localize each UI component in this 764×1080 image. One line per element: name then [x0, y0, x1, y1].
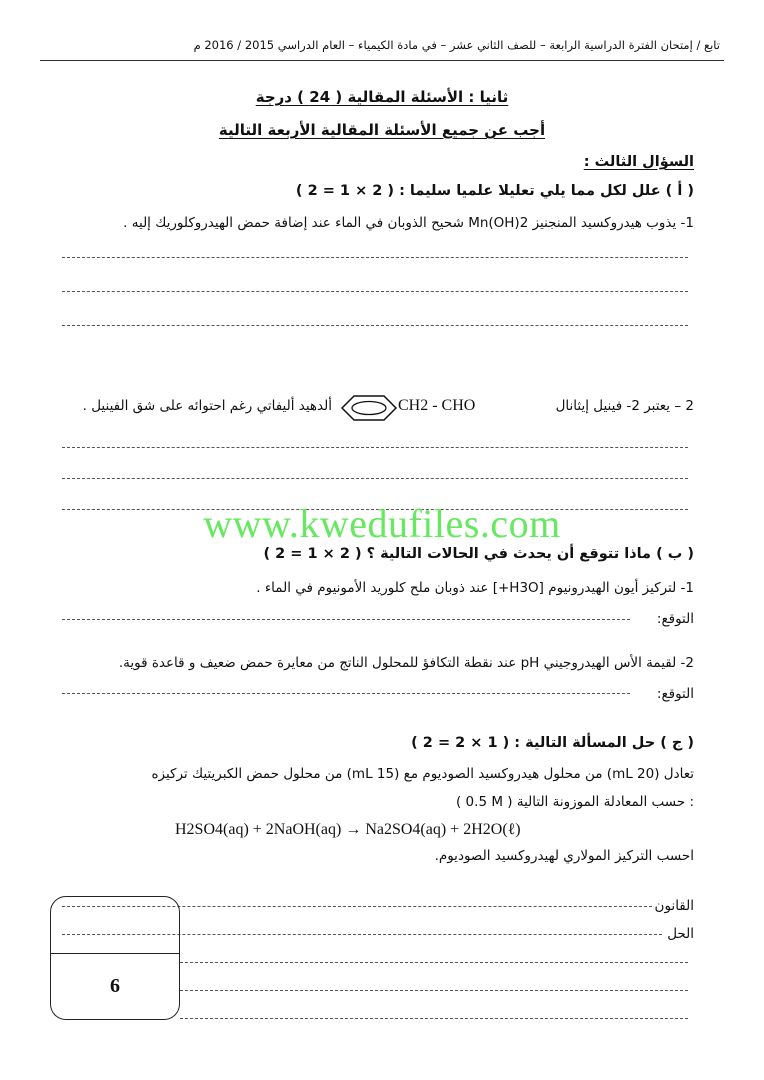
- part-c-line2: ( 0.5 M ) حسب المعادلة الموزونة التالية :: [456, 794, 694, 810]
- part-a-q1: 1- يذوب هيدروكسيد المنجنيز Mn(OH)2 شحيح الذوبان في الماء عند إضافة حمض الهيدروكلوريك إليه .: [123, 215, 694, 231]
- answer-line: [62, 478, 688, 479]
- benzene-ring-icon: [334, 393, 400, 423]
- part-a-title: ( أ ) علل لكل مما يلي تعليلا علميا سليما : ( 2 × 1 = 2 ): [295, 183, 694, 199]
- answer-line: [180, 1018, 688, 1019]
- part-c-line3: احسب التركيز المولاري لهيدروكسيد الصوديوم.: [434, 848, 694, 864]
- part-c-line1: تعادل (20 mL) من محلول هيدروكسيد الصوديوم مع (15 mL) من محلول حمض الكبريتيك تركيزه: [151, 766, 694, 782]
- score-box: [50, 896, 180, 1020]
- part-c-title: ( ج ) حل المسألة التالية : ( 1 × 2 = 2 ): [411, 735, 694, 751]
- header-rule: [40, 60, 724, 61]
- score-box-divider: [51, 953, 179, 954]
- part-a-q2-text: 2 – يعتبر 2- فينيل إيثانال: [555, 398, 694, 414]
- answer-line: [62, 693, 630, 694]
- instruction: أجب عن جميع الأسئلة المقالية الأربعة التالية: [218, 121, 546, 139]
- answer-line: [62, 257, 688, 258]
- answer-label-2: التوقع:: [656, 686, 694, 702]
- page-number: 6: [110, 975, 120, 997]
- part-b-title: ( ب ) ماذا تتوقع أن يحدث في الحالات التالية ؟ ( 2 × 1 = 2 ): [263, 546, 694, 562]
- part-b-q2: 2- لقيمة الأس الهيدروجيني pH عند نقطة التكافؤ للمحلول الناتج من معايرة حمض ضعيف و قاعدة قوية.: [118, 655, 694, 671]
- part-b-q1: 1- لتركيز أيون الهيدرونيوم [H3O+] عند ذوبان ملح كلوريد الأمونيوم في الماء .: [256, 580, 694, 596]
- section-title: ثانيا : الأسئلة المقالية ( 24 ) درجة: [255, 88, 509, 106]
- answer-line: [180, 990, 688, 991]
- answer-line: [62, 325, 688, 326]
- watermark: www.kwedufiles.com: [203, 501, 561, 546]
- answer-line: [62, 291, 688, 292]
- answer-line: [62, 619, 630, 620]
- q2-formula: CH2 - CHO: [398, 397, 476, 414]
- part-a-q2-rest: ألدهيد أليفاتي رغم احتوائه على شق الفينيل .: [82, 398, 332, 414]
- exam-header: تابع / إمتحان الفترة الدراسية الرابعة – للصف الثاني عشر – في مادة الكيمياء – العام الدراسي 2015 / 2016 م: [193, 38, 720, 52]
- question-title: السؤال الثالث :: [583, 154, 694, 170]
- chemical-equation: H2SO4(aq) + 2NaOH(aq) → Na2SO4(aq) + 2H2O(ℓ): [175, 821, 521, 838]
- answer-label-1: التوقع:: [656, 611, 694, 627]
- solution-label: الحل: [667, 926, 694, 942]
- answer-line: [180, 962, 688, 963]
- answer-line: [62, 447, 688, 448]
- law-label: القانون: [654, 898, 694, 914]
